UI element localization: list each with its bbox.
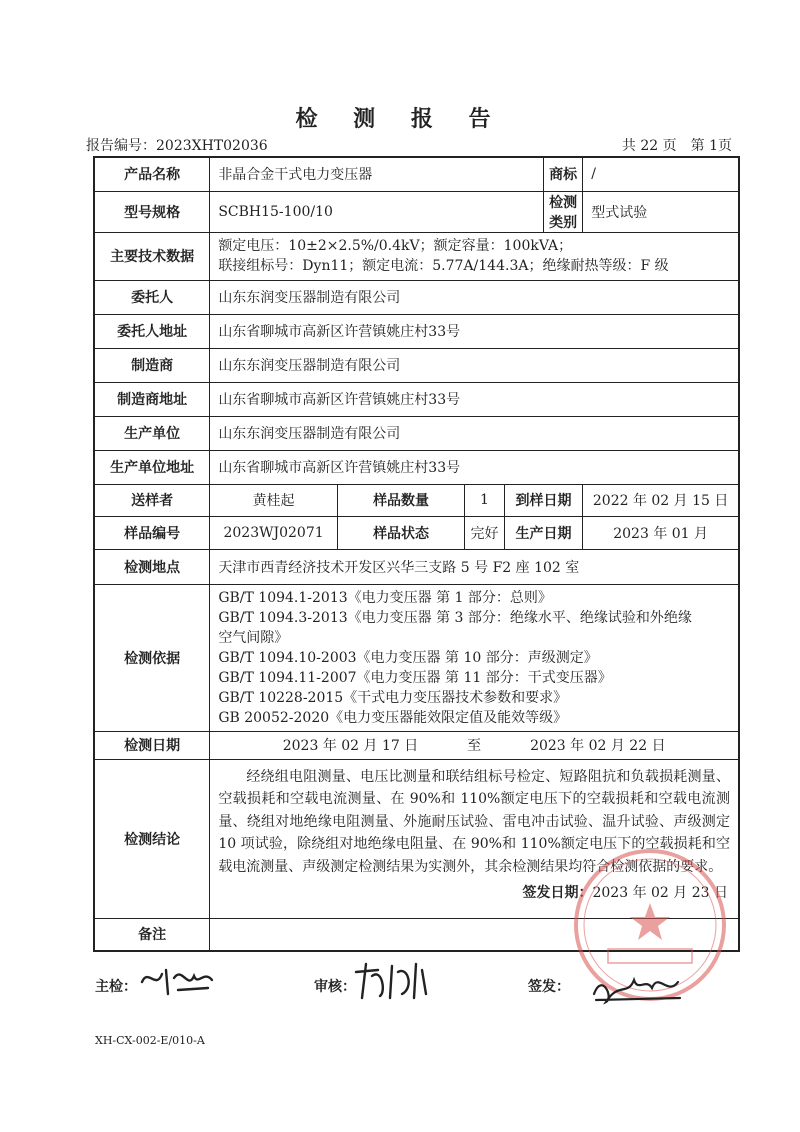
row-client-address xyxy=(94,314,739,348)
value-test-date xyxy=(210,731,739,759)
value-brand: / xyxy=(583,157,739,191)
reviewer-signature xyxy=(352,958,432,1002)
label-client: 委托人 xyxy=(94,280,210,314)
value-test-type: 型式试验 xyxy=(583,191,739,232)
value-quantity: 1 xyxy=(465,484,504,516)
label-tech-data: 主要技术数据 xyxy=(94,232,210,280)
label-producer-address: 生产单位地址 xyxy=(94,450,210,484)
value-model: SCBH15-100/10 xyxy=(210,191,544,232)
value-tech-data xyxy=(210,232,739,280)
basis-line: GB/T 1094.3-2013《电力变压器 第 3 部分：绝缘水平、绝缘试验和外绝缘 xyxy=(218,609,692,626)
chief-inspector-label: 主检： xyxy=(95,979,137,995)
label-product-name: 产品名称 xyxy=(94,157,210,191)
tech-line-1: 额定电压：10±2×2.5%/0.4kV；额定容量：100kVA； xyxy=(218,238,573,254)
conclusion-text: 经绕组电阻测量、电压比测量和联结组标号检定、短路阻抗和负载损耗测量、空载损耗和空载电流测量、在 90%和 110%额定电压下的空载损耗和空载电流测量、绕组对地绝缘电阻测量、外施耐压试验、雷电冲击试验、温升试验、声级测定 10 项试验，除绕组对地绝缘电阻量、在 90%和 110%额定电压下的空载损耗和空载电流测量、声级测定检测结果为实测外，其余检测结果均符合检测依据的要求。 xyxy=(218,768,730,875)
basis-line: GB/T 10228-2015《干式电力变压器技术参数和要求》 xyxy=(218,689,568,706)
row-sender xyxy=(94,484,739,516)
row-manufacturer-address xyxy=(94,382,739,416)
basis-line: GB/T 1094.11-2007《电力变压器 第 11 部分：干式变压器》 xyxy=(218,669,612,686)
value-producer: 山东东润变压器制造有限公司 xyxy=(210,416,739,450)
issuer-signature xyxy=(588,962,688,1006)
report-table xyxy=(93,156,740,952)
row-manufacturer xyxy=(94,348,739,382)
value-arrival-date: 2022 年 02 月 15 日 xyxy=(583,484,739,516)
report-number: 报告编号：2023XHT02036 xyxy=(86,138,268,154)
row-test-basis xyxy=(94,584,739,731)
reviewer-label: 审核： xyxy=(314,979,356,995)
basis-line: 空气间隙》 xyxy=(218,629,289,646)
row-producer-address xyxy=(94,450,739,484)
row-test-site xyxy=(94,549,739,584)
tech-line-2: 联接组标号：Dyn11；额定电流：5.77A/144.3A；绝缘耐热等级：F 级 xyxy=(218,258,669,274)
label-test-date: 检测日期 xyxy=(94,731,210,759)
value-client-address: 山东省聊城市高新区许营镇姚庄村33号 xyxy=(210,314,739,348)
value-manufacturer: 山东东润变压器制造有限公司 xyxy=(210,348,739,382)
date-from: 2023 年 02 月 17 日 xyxy=(282,738,419,754)
value-production-date: 2023 年 01 月 xyxy=(583,516,739,549)
label-producer: 生产单位 xyxy=(94,416,210,450)
label-conclusion: 检测结论 xyxy=(94,759,210,918)
value-test-site: 天津市西青经济技术开发区兴华三支路 5 号 F2 座 102 室 xyxy=(210,549,739,584)
label-model: 型号规格 xyxy=(94,191,210,232)
row-test-date xyxy=(94,731,739,759)
page-count: 共 22 页 第 1页 xyxy=(621,138,732,154)
date-to: 2023 年 02 月 22 日 xyxy=(530,738,666,754)
basis-line: GB/T 1094.1-2013《电力变压器 第 1 部分：总则》 xyxy=(218,589,552,606)
row-client xyxy=(94,280,739,314)
label-sender: 送样者 xyxy=(94,484,210,516)
label-sample-state: 样品状态 xyxy=(337,516,465,549)
chief-inspector-signature xyxy=(138,960,218,1000)
value-sample-state: 完好 xyxy=(465,516,504,549)
label-test-type: 检测类别 xyxy=(543,191,582,232)
date-to-word: 至 xyxy=(467,738,482,754)
label-quantity: 样品数量 xyxy=(337,484,465,516)
report-title: 检 测 报 告 xyxy=(295,106,505,132)
row-model xyxy=(94,191,739,232)
label-sample-no: 样品编号 xyxy=(94,516,210,549)
label-brand: 商标 xyxy=(543,157,582,191)
basis-line: GB 20052-2020《电力变压器能效限定值及能效等级》 xyxy=(218,709,568,726)
label-production-date: 生产日期 xyxy=(504,516,583,549)
label-manufacturer-address: 制造商地址 xyxy=(94,382,210,416)
value-test-basis xyxy=(210,584,739,731)
value-sender: 黄桂起 xyxy=(210,484,338,516)
row-producer xyxy=(94,416,739,450)
row-product-name xyxy=(94,157,739,191)
label-test-site: 检测地点 xyxy=(94,549,210,584)
value-sample-no: 2023WJ02071 xyxy=(210,516,338,549)
basis-line: GB/T 1094.10-2003《电力变压器 第 10 部分：声级测定》 xyxy=(218,649,598,666)
label-client-address: 委托人地址 xyxy=(94,314,210,348)
value-producer-address: 山东省聊城市高新区许营镇姚庄村33号 xyxy=(210,450,739,484)
label-manufacturer: 制造商 xyxy=(94,348,210,382)
label-arrival-date: 到样日期 xyxy=(504,484,583,516)
row-tech-data xyxy=(94,232,739,280)
issue-date: 2023 年 02 月 23 日 xyxy=(592,885,728,901)
value-client: 山东东润变压器制造有限公司 xyxy=(210,280,739,314)
row-sample-no xyxy=(94,516,739,549)
issuer-label: 签发： xyxy=(528,979,570,995)
document-code: XH-CX-002-E/010-A xyxy=(95,1034,205,1047)
label-test-basis: 检测依据 xyxy=(94,584,210,731)
value-product-name: 非晶合金干式电力变压器 xyxy=(210,157,544,191)
label-remark: 备注 xyxy=(94,918,210,951)
issue-date-label: 签发日期： xyxy=(522,885,593,901)
value-manufacturer-address: 山东省聊城市高新区许营镇姚庄村33号 xyxy=(210,382,739,416)
